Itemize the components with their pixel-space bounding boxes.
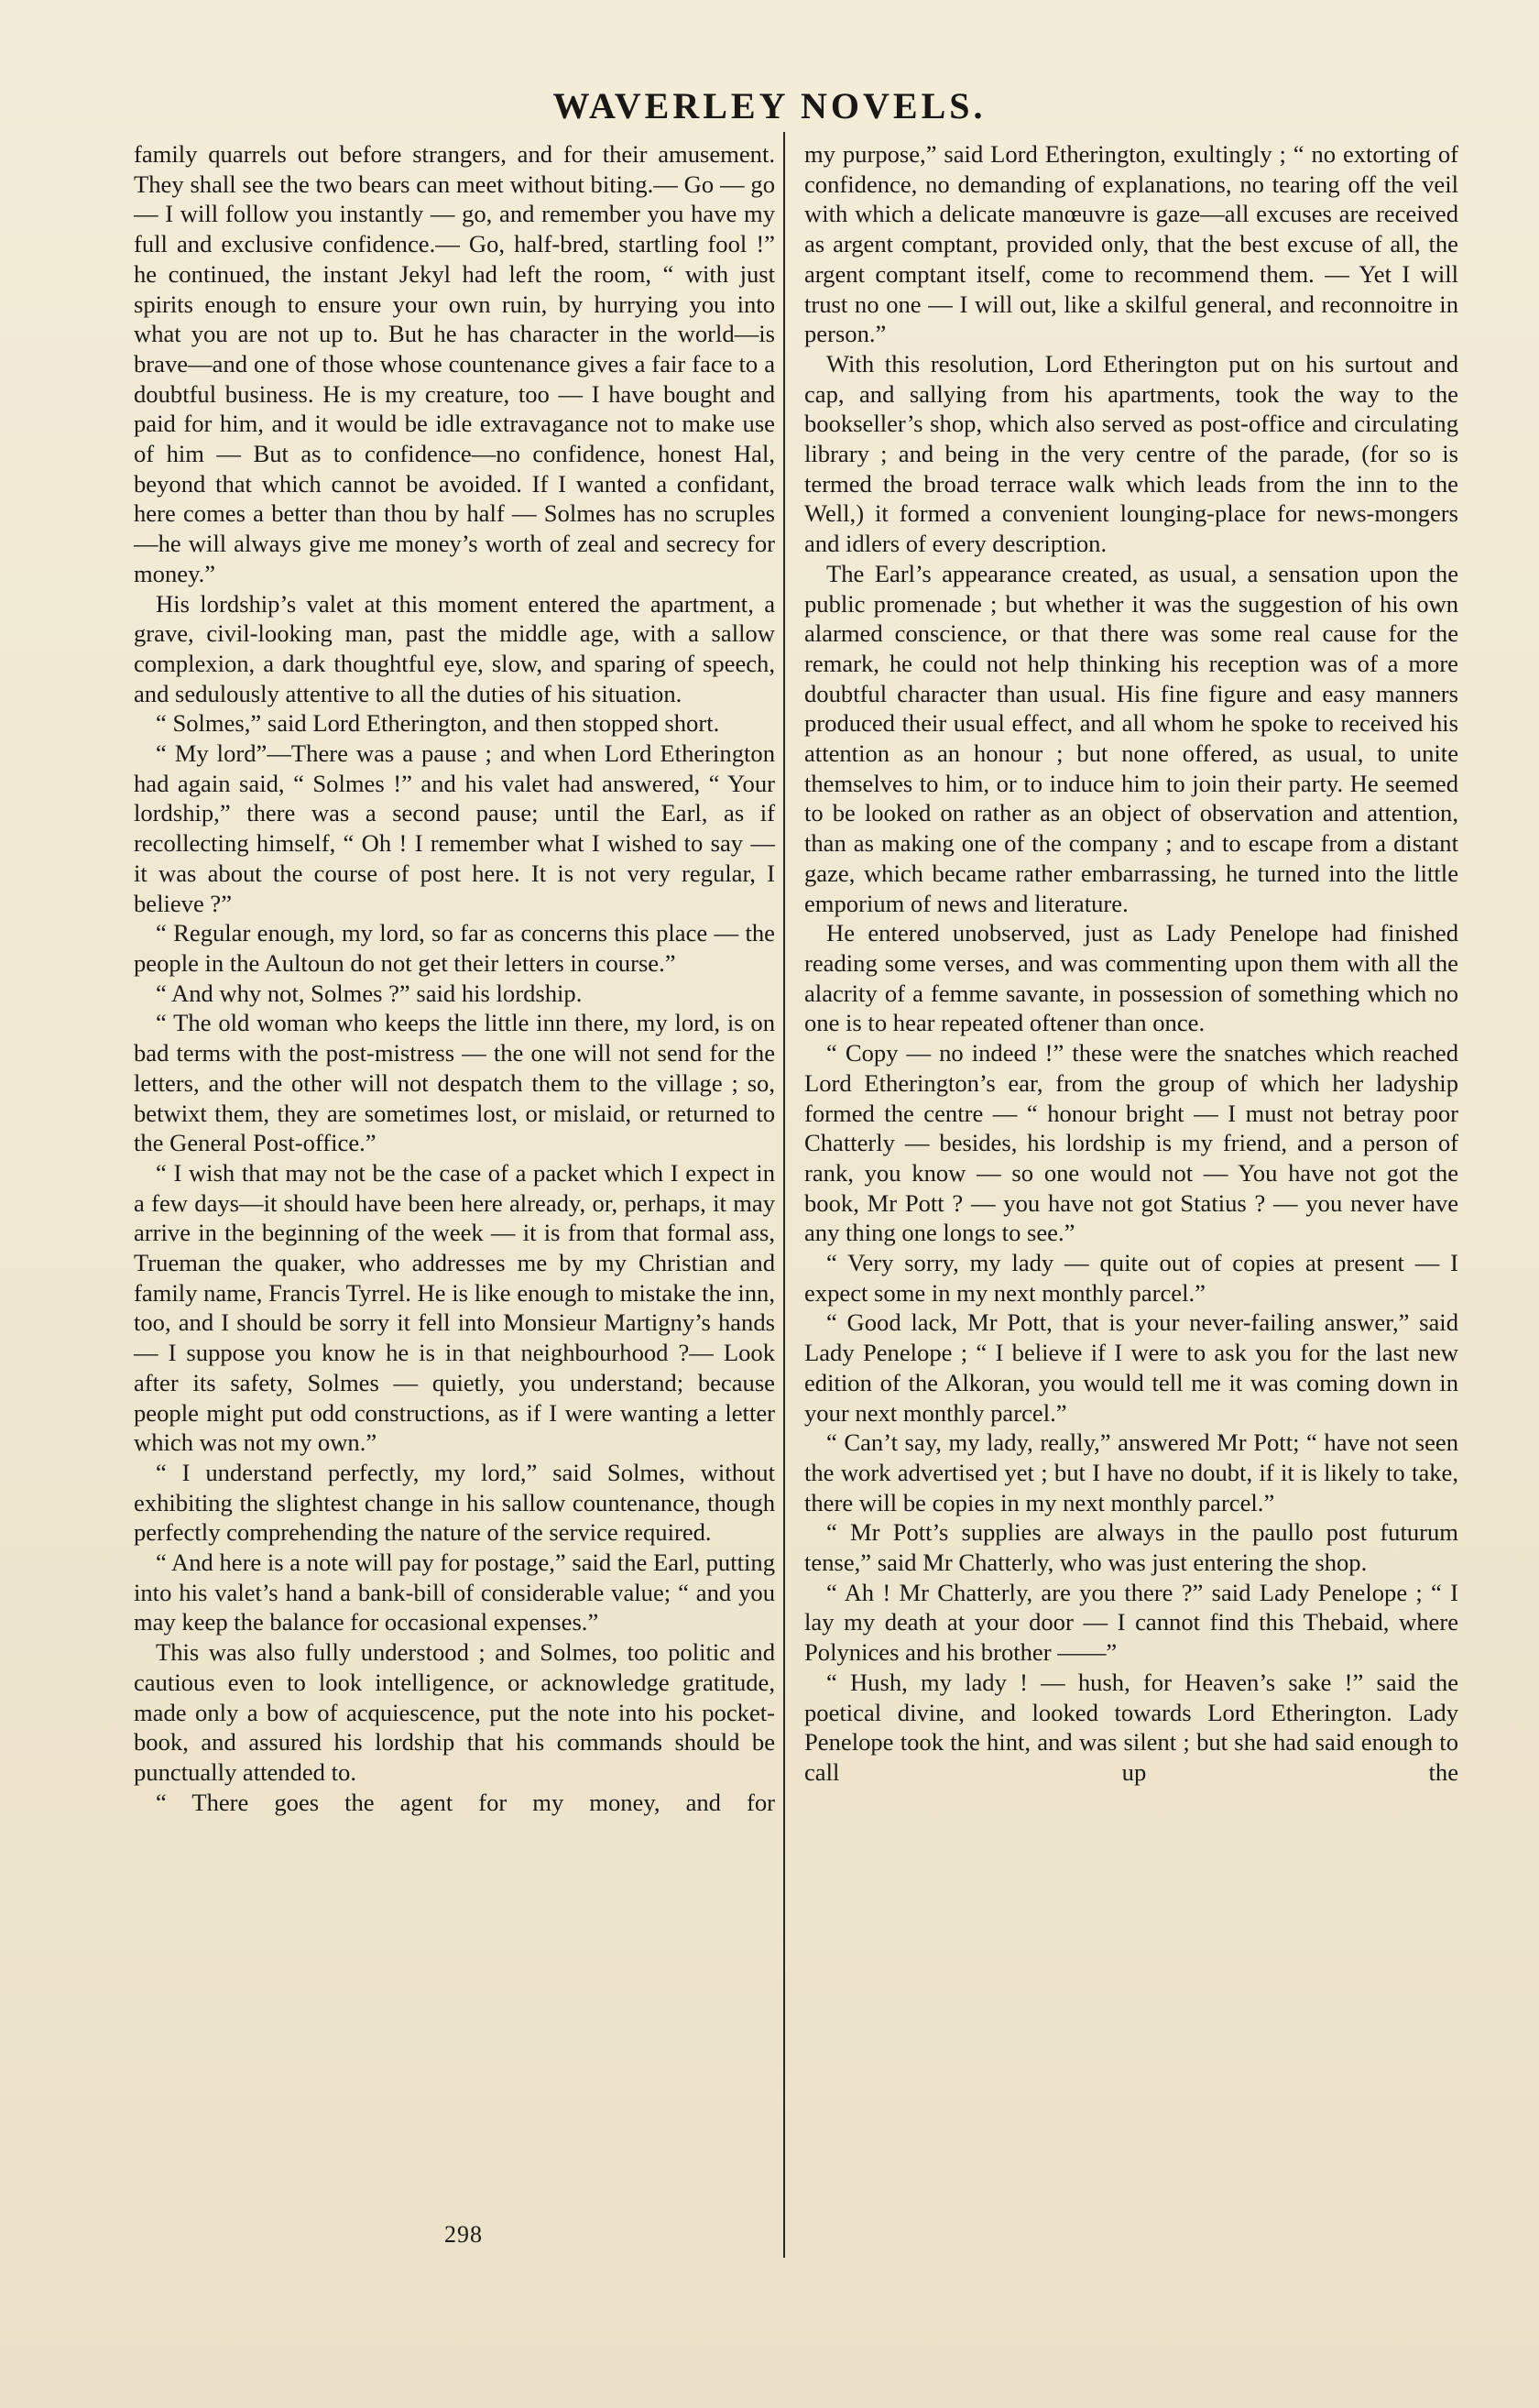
paragraph: my purpose,” said Lord Etherington, exultingly ; “ no extorting of confidence, no demanding of explanations, no tearing off the veil with which a delicate manœuvre is gaze—all excuses are received as argent comptant, provided only, that the best excuse of all, the argent comptant itself, come to recommend them. — Yet I will trust no one — I will out, like a skilful general, and reconnoitre in person.” (804, 140, 1458, 348)
column-rule (783, 132, 785, 2258)
paragraph: His lordship’s valet at this moment entered the apartment, a grave, civil-looking man, past the middle age, with a sallow complexion, a dark thoughtful eye, slow, and sparing of speech, and sedulously attentive to all the duties of his situation. (134, 589, 775, 707)
paragraph: family quarrels out before strangers, and for their amusement. They shall see the two bears can meet without biting.— Go — go — I will follow you instantly — go, and remember you have my full and exclusive confidence.— Go, half-bred, startling fool !” he continued, the instant Jekyl had left the room, “ with just spirits enough to ensure your own ruin, by hurrying you into what you are not up to. But he has character in the world—is brave—and one of those whose countenance gives a fair face to a doubtful business. He is my creature, too — I have bought and paid for him, and it would be idle extravagance not to make use of him — But as to confidence—no confidence, honest Hal, beyond that which cannot be avoided. If I wanted a confidant, here comes a better than thou by half — Solmes has no scruples—he will always give me money’s worth of zeal and secrecy for money.” (134, 140, 775, 587)
paragraph: With this resolution, Lord Etherington put on his surtout and cap, and sallying from his apartments, took the way to the bookseller’s shop, which also served as post-office and circulating library ; and being in the very centre of the parade, (for so is termed the broad terrace walk which leads from the inn to the Well,) it formed a convenient lounging-place for news-mongers and idlers of every description. (804, 349, 1458, 558)
paragraph: “ And why not, Solmes ?” said his lordship. (156, 979, 583, 1007)
paragraph: “ I wish that may not be the case of a packet which I expect in a few days—it should have been here already, or, perhaps, it may arrive in the beginning of the week — it is from that formal ass, Trueman the quaker, who addresses me by my Christian and family name, Francis Tyrrel. He is like enough to mistake the inn, too, and I should be sorry it fell into Monsieur Martigny’s hands — I suppose you know he is in that neighbourhood ?— Look after its safety, Solmes — quietly, you understand; because people might put odd constructions, as if I were wanting a letter which was not my own.” (134, 1158, 775, 1457)
paragraph: “ Very sorry, my lady — quite out of copies at present — I expect some in my next monthly parcel.” (804, 1249, 1458, 1307)
paragraph: “ Solmes,” said Lord Etherington, and then stopped short. (156, 709, 720, 738)
paragraph: “ My lord”—There was a pause ; and when Lord Etherington had again said, “ Solmes !” and his valet had answered, “ Your lordship,” there was a second pause; until the Earl, as if recollecting himself, “ Oh ! I remember what I wished to say — it was about the course of post here. It is not very regular, I believe ?” (134, 739, 775, 917)
paragraph: “ There goes the agent for my money, and for (156, 1788, 775, 1816)
paragraph: “ Can’t say, my lady, really,” answered Mr Pott; “ have not seen the work advertised yet ; but I have no doubt, if it is likely to take, there will be copies in my next monthly parcel.” (804, 1428, 1458, 1516)
paragraph: “ Good lack, Mr Pott, that is your never-failing answer,” said Lady Penelope ; “ I believe if I were to ask you for the last new edition of the Alkoran, you would tell me it was coming down in your next monthly parcel.” (804, 1308, 1458, 1427)
paragraph: “ Mr Pott’s supplies are always in the paullo post futurum tense,” said Mr Chatterly, who was just entering the shop. (804, 1518, 1458, 1577)
paragraph: “ The old woman who keeps the little inn there, my lord, is on bad terms with the post-mistress — the one will not send for the letters, and the other will not despatch them to the village ; so, betwixt them, they are sometimes lost, or mislaid, or returned to the General Post-office.” (134, 1009, 775, 1157)
left-column (134, 139, 775, 1817)
page-number: 298 (444, 2221, 483, 2248)
paragraph: This was also fully understood ; and Solmes, too politic and cautious even to look intelligence, or acknowledge gratitude, made only a bow of acquiescence, put the note into his pocket-book, and assured his lordship that his commands should be punctually attended to. (134, 1638, 775, 1786)
paragraph: “ Hush, my lady ! — hush, for Heaven’s sake !” said the poetical divine, and looked towards Lord Etherington. Lady Penelope took the hint, and was silent ; but she had said enough to call up the (804, 1668, 1458, 1786)
paragraph: “ Copy — no indeed !” these were the snatches which reached Lord Etherington’s ear, from the group of which her ladyship formed the centre — “ honour bright — I must not betray poor Chatterly — besides, his lordship is my friend, and a person of rank, you know — so one would not — You have not got the book, Mr Pott ? — you have not got Statius ? — you never have any thing one longs to see.” (804, 1039, 1458, 1247)
paragraph: “ And here is a note will pay for postage,” said the Earl, putting into his valet’s hand a bank-bill of considerable value; “ and you may keep the balance for occasional expenses.” (134, 1549, 775, 1636)
right-column (804, 139, 1458, 1788)
paragraph: “ Regular enough, my lord, so far as concerns this place — the people in the Aultoun do not get their letters in course.” (134, 919, 775, 977)
paragraph: “ Ah ! Mr Chatterly, are you there ?” said Lady Penelope ; “ I lay my death at your door — I cannot find this Thebaid, where Polynices and his brother ——” (804, 1578, 1458, 1667)
paragraph: The Earl’s appearance created, as usual, a sensation upon the public promenade ; but whether it was the suggestion of his own alarmed conscience, or that there was some real cause for the remark, he could not help thinking his reception was of a more doubtful character than usual. His fine figure and easy manners produced their usual effect, and all whom he spoke to received his attention as an honour ; but none offered, as usual, to unite themselves to him, or to induce him to join their party. He seemed to be looked on rather as an object of observation and attention, than as making one of the company ; and to escape from a distant gaze, which became rather embarrassing, he turned into the little emporium of news and literature. (804, 559, 1458, 917)
paragraph: “ I understand perfectly, my lord,” said Solmes, without exhibiting the slightest change in his sallow countenance, though perfectly comprehending the nature of the service required. (134, 1458, 775, 1547)
paragraph: He entered unobserved, just as Lady Penelope had finished reading some verses, and was commenting upon them with all the alacrity of a femme savante, in possession of something which no one is to hear repeated oftener than once. (804, 919, 1458, 1037)
running-head: WAVERLEY NOVELS. (552, 85, 987, 126)
